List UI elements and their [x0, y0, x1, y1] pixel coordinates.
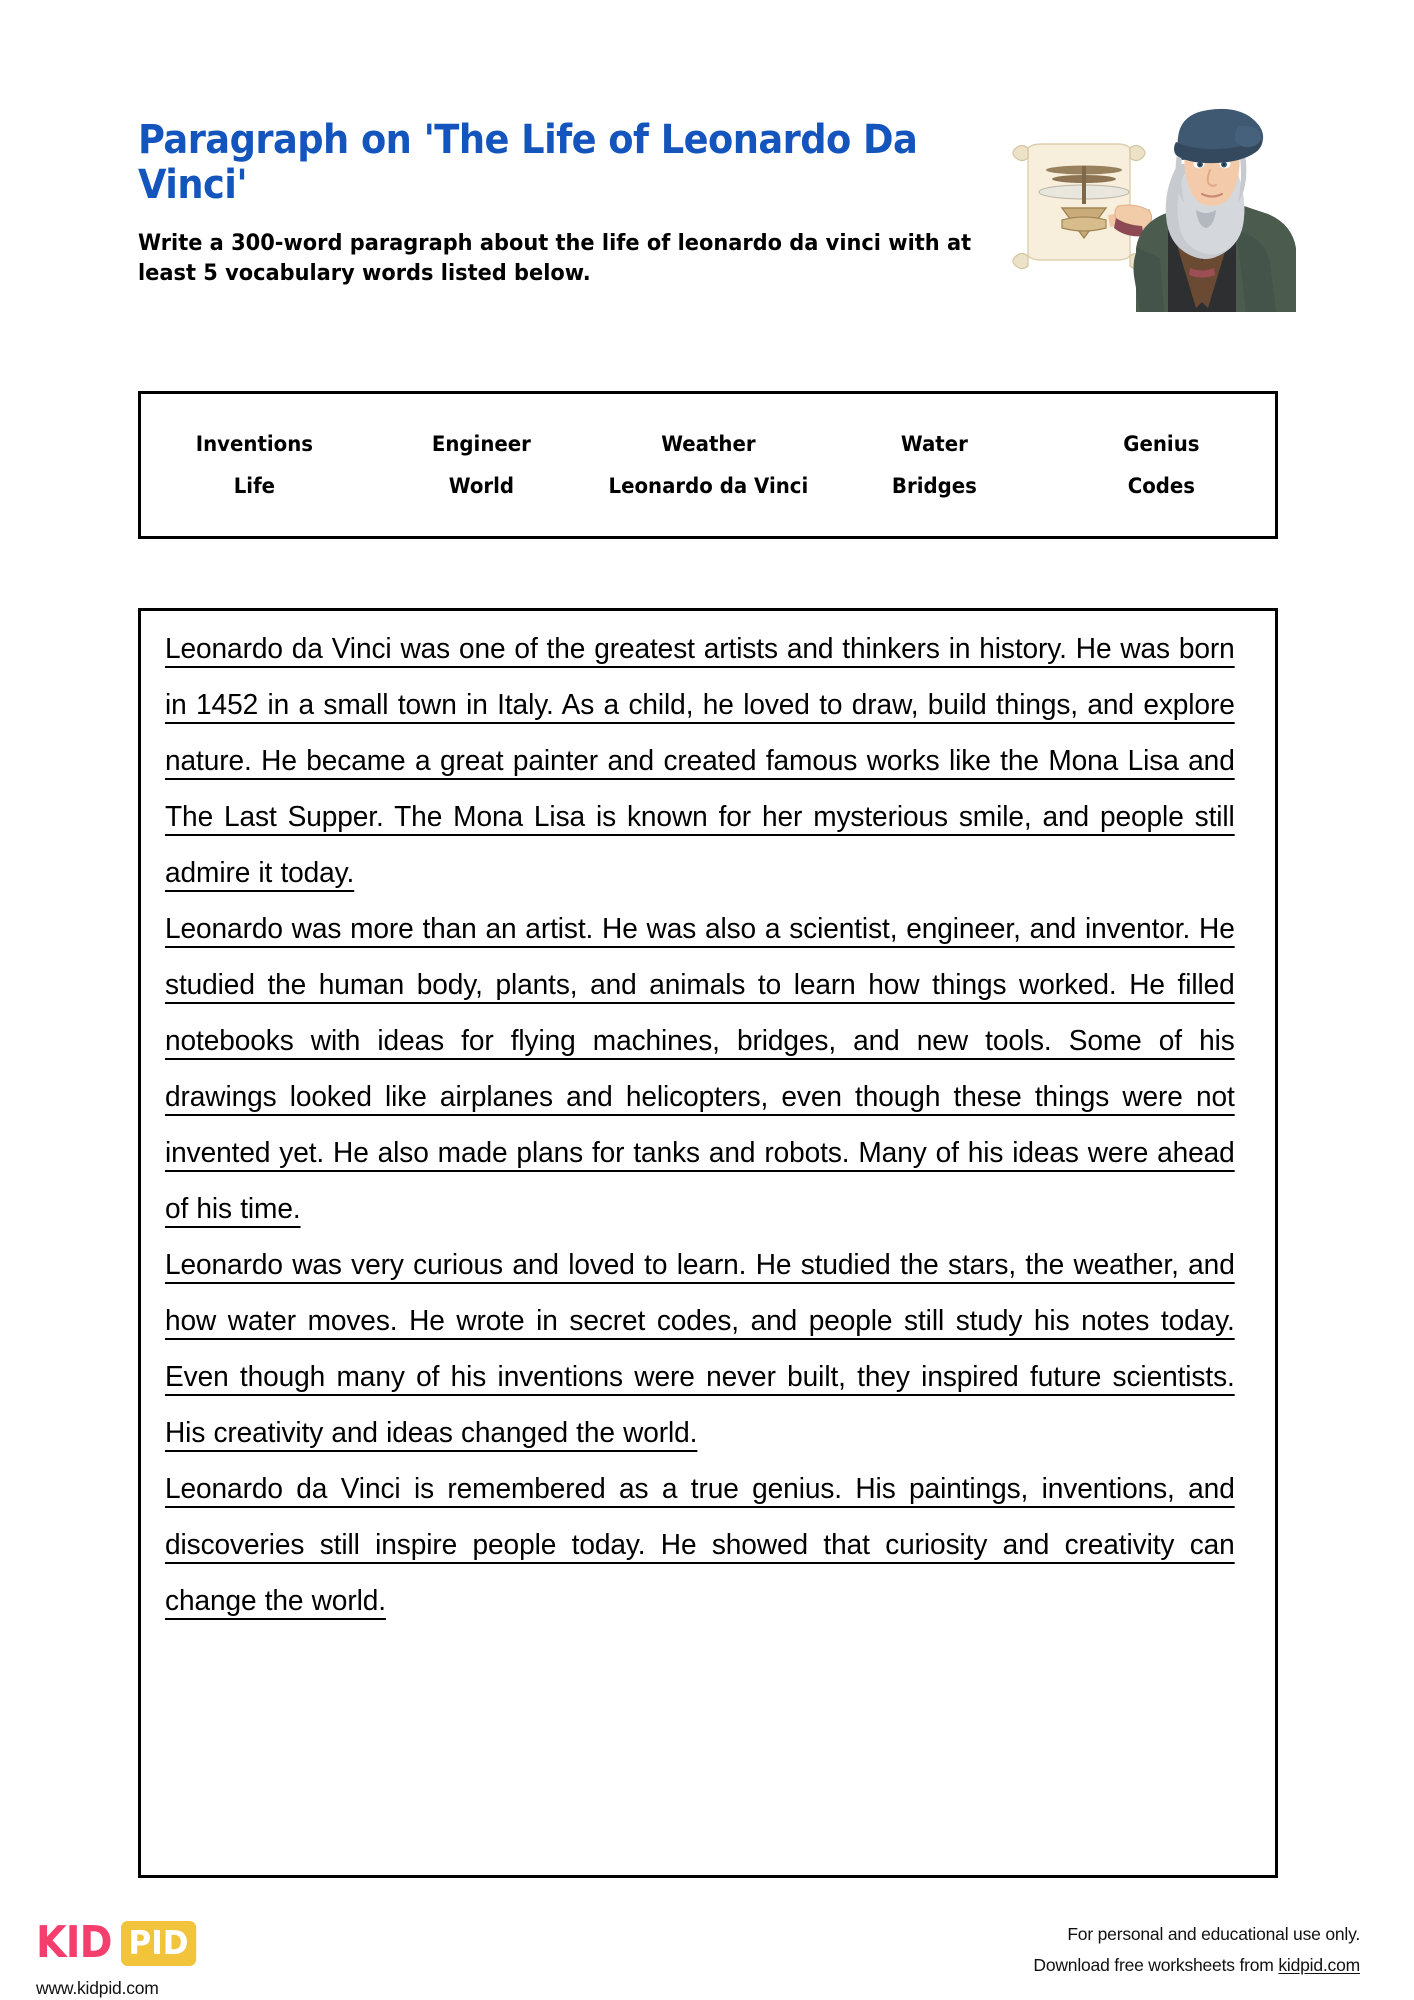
vocabulary-word: Engineer	[431, 432, 531, 456]
logo-kid-text: KID	[36, 1917, 112, 1968]
logo-marks	[36, 1917, 201, 1969]
leonardo-illustration	[1000, 82, 1300, 312]
vocabulary-word: Codes	[1127, 474, 1196, 498]
logo-pid-badge: PID	[121, 1921, 196, 1966]
footer-notice-line2	[1033, 1950, 1360, 1981]
footer-notice	[1033, 1919, 1360, 1981]
footer-notice-line1: For personal and educational use only.	[1067, 1924, 1360, 1944]
vocabulary-word: Water	[901, 432, 969, 456]
vocabulary-word: Life	[233, 474, 276, 498]
vocabulary-word: Weather	[660, 432, 756, 456]
kidpid-logo[interactable]	[36, 1917, 201, 1999]
vocabulary-word: World	[448, 474, 514, 498]
page-title: Paragraph on 'The Life of Leonardo Da Vinci'	[138, 117, 918, 208]
vocabulary-word: Leonardo da Vinci	[608, 474, 808, 498]
instruction-text: Write a 300-word paragraph about the life of leonardo da vinci with at least 5 vocabulary words listed below.	[138, 229, 972, 287]
answer-box[interactable]	[138, 608, 1278, 1878]
answer-paragraph: Leonardo was more than an artist. He was also a scientist, engineer, and inventor. He studied the human body, plants, and animals to learn how things worked. He filled notebooks with ideas for flying machines, bridges, and new tools. Some of his drawings looked like airplanes and helicopters, even though these things were not invented yet. He also made plans for tanks and robots. Many of his ideas were ahead of his time.	[165, 913, 1235, 1225]
vocabulary-box	[138, 391, 1278, 539]
vocabulary-word: Genius	[1123, 432, 1200, 456]
logo-website-url: www.kidpid.com	[36, 1978, 159, 1998]
vocabulary-word: Inventions	[195, 432, 314, 456]
answer-paragraph: Leonardo da Vinci was one of the greatest artists and thinkers in history. He was born in 1452 in a small town in Italy. As a child, he loved to draw, build things, and explore nature. He became a great painter and created famous works like the Mona Lisa and The Last Supper. The Mona Lisa is known for her mysterious smile, and people still admire it today.	[165, 633, 1235, 889]
vocabulary-row	[141, 465, 1275, 507]
kidpid-link[interactable]: kidpid.com	[1278, 1955, 1360, 1975]
vocabulary-word: Bridges	[892, 474, 978, 498]
answer-paragraph: Leonardo was very curious and loved to learn. He studied the stars, the weather, and how water moves. He wrote in secret codes, and people still study his notes today. Even though many of his inventions were never built, they inspired future scientists. His creativity and ideas changed the world.	[165, 1249, 1235, 1449]
answer-paragraph: Leonardo da Vinci is remembered as a true genius. His paintings, inventions, and discoveries still inspire people today. He showed that curiosity and creativity can change the world.	[165, 1473, 1235, 1617]
page-footer	[0, 1895, 1414, 2000]
vocabulary-row	[141, 423, 1275, 465]
footer-notice-prefix: Download free worksheets from	[1033, 1955, 1279, 1975]
